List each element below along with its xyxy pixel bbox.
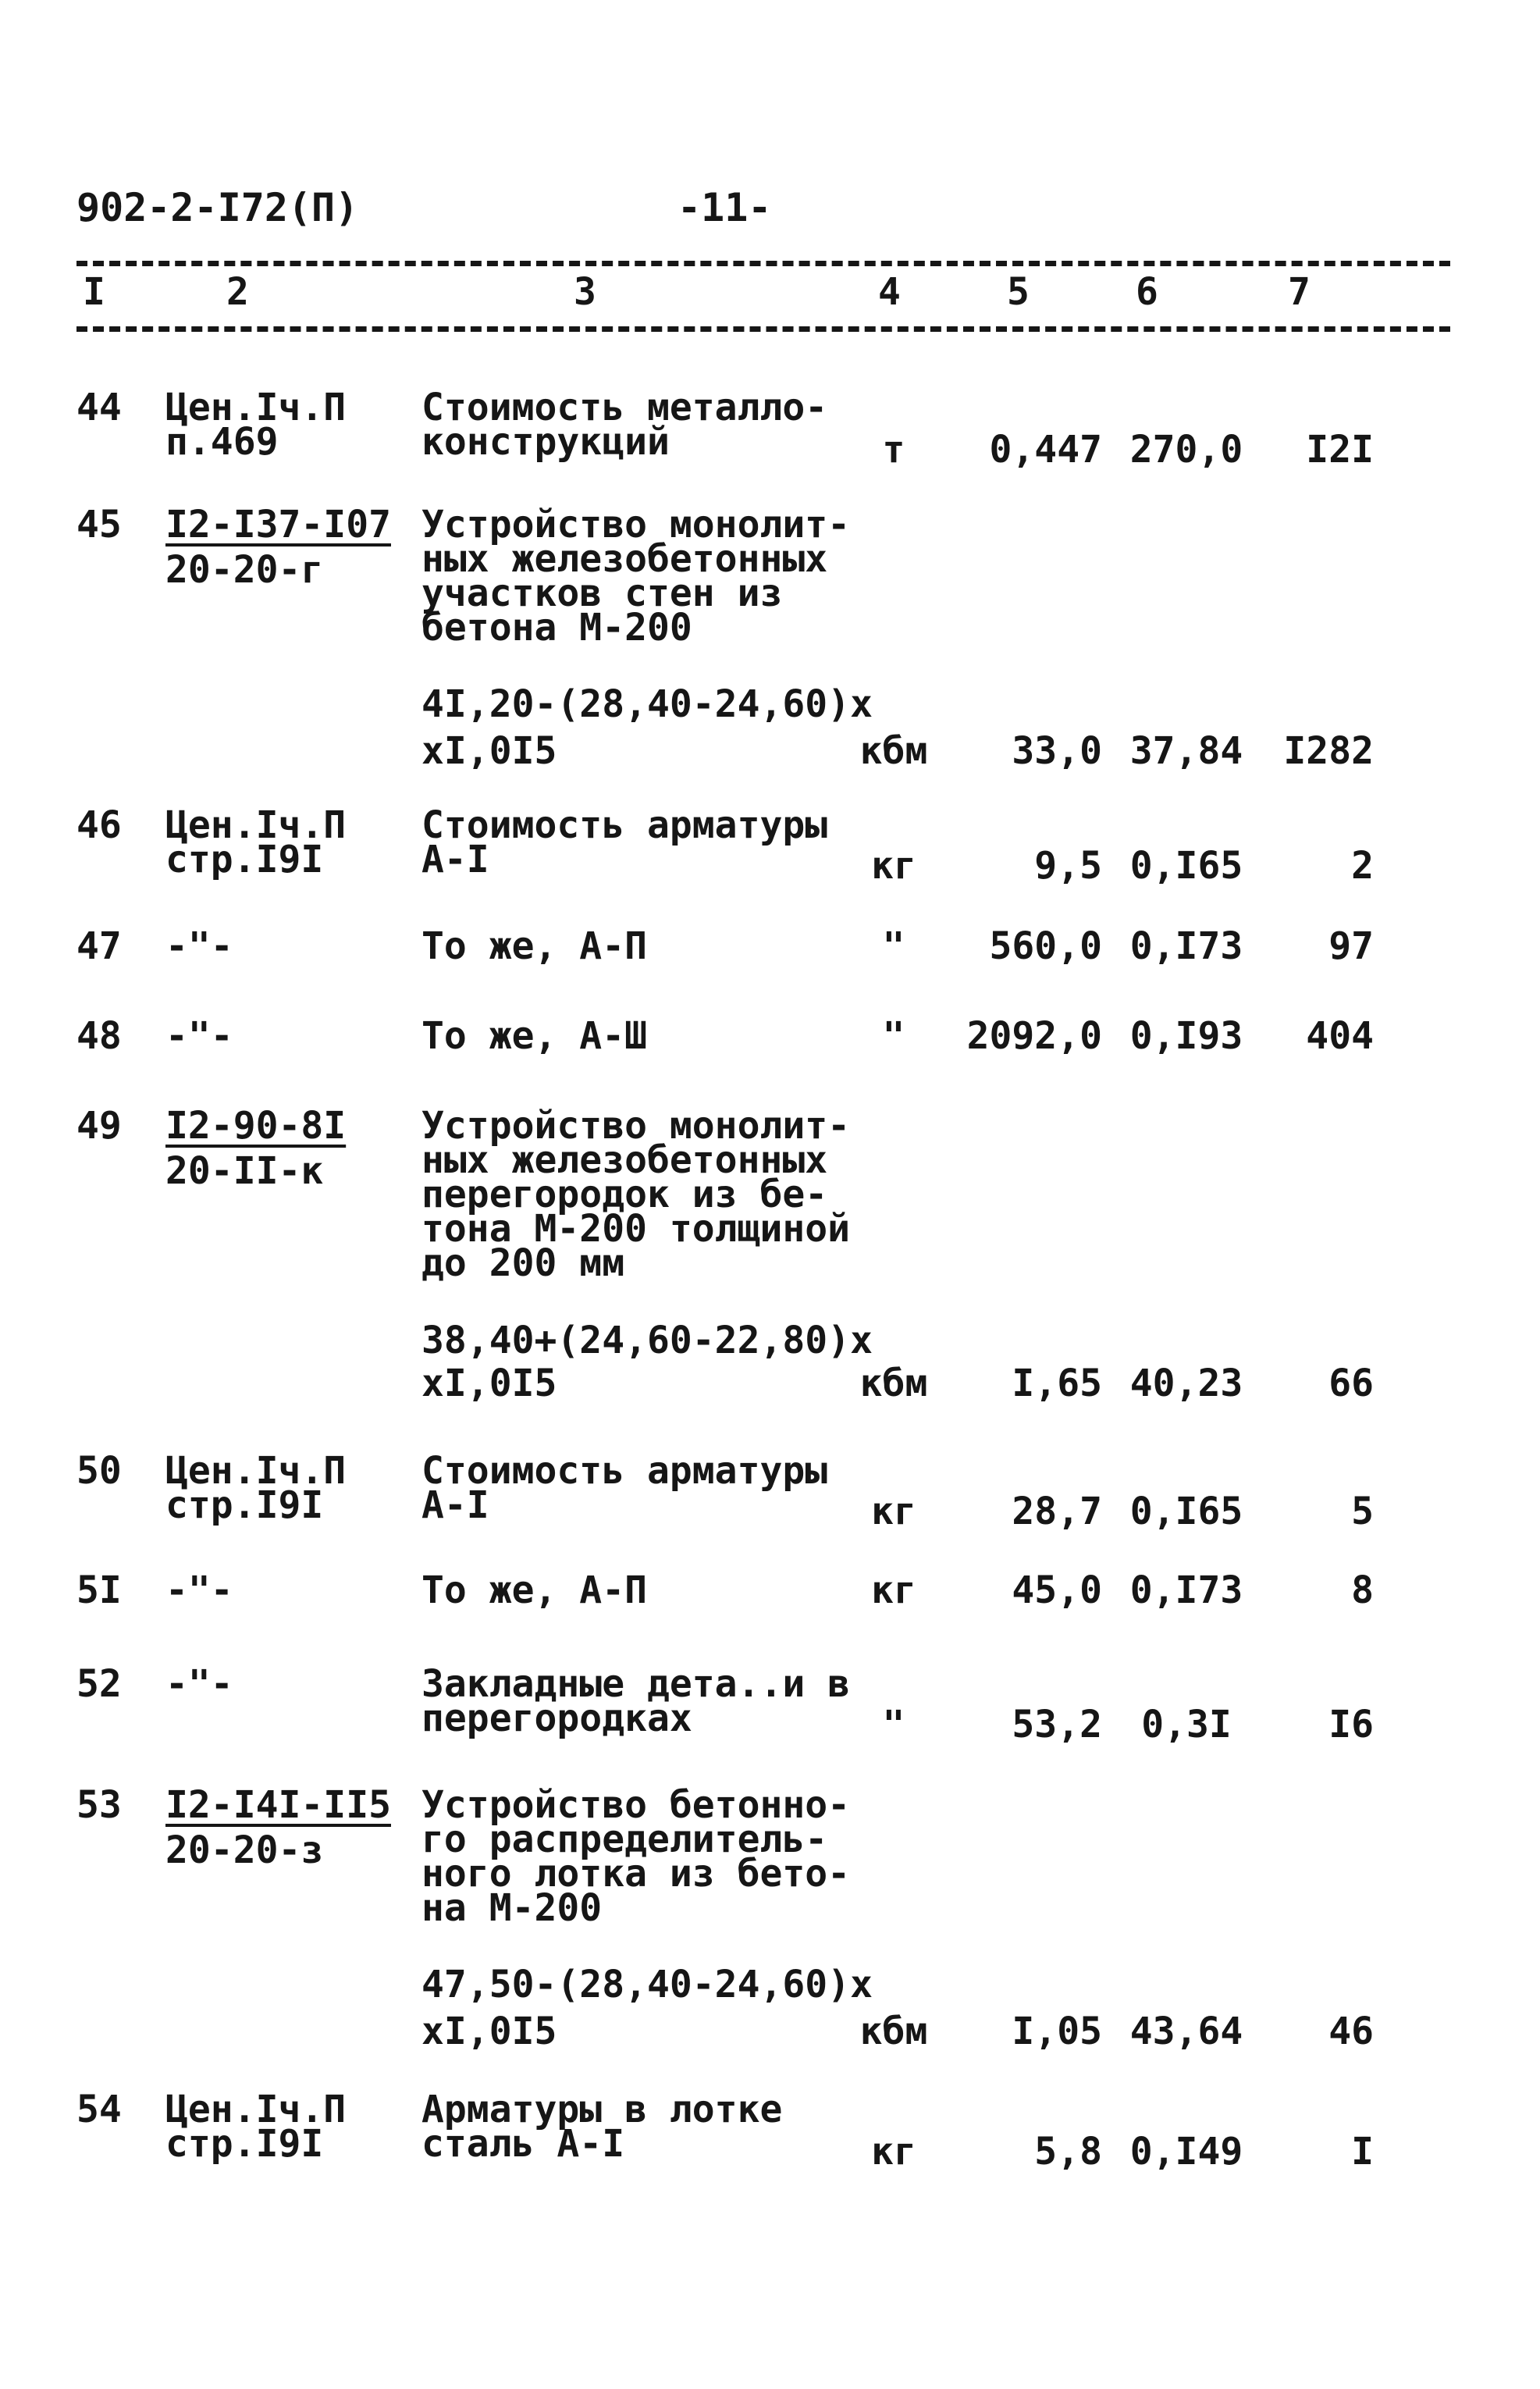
quantity: 45,0 bbox=[1012, 1568, 1102, 1612]
unit-of-measure: кг bbox=[871, 1568, 916, 1612]
column-header-3: 3 bbox=[574, 270, 596, 314]
rate-reference-top: -"- bbox=[165, 1662, 233, 1706]
total-cost: I2I bbox=[1306, 428, 1374, 472]
unit-price: 0,I73 bbox=[1129, 1568, 1243, 1612]
rate-reference-bottom: 20-20-з bbox=[165, 1828, 324, 1872]
row-number: 52 bbox=[76, 1662, 122, 1706]
quantity: 53,2 bbox=[1012, 1703, 1102, 1746]
work-description: То же, А-П bbox=[421, 1568, 647, 1612]
rate-reference bbox=[165, 1662, 233, 1706]
rate-reference-top: Цен.Iч.П bbox=[165, 803, 347, 847]
unit-of-measure: кбм bbox=[859, 1362, 928, 1405]
rate-reference-top: Цен.Iч.П bbox=[165, 386, 347, 429]
volume-formula-line1: 47,50-(28,40-24,60)x bbox=[421, 1963, 873, 2006]
rate-reference-top: Цен.Iч.П bbox=[165, 2088, 347, 2131]
total-cost: 404 bbox=[1306, 1014, 1374, 1058]
row-number: 5I bbox=[76, 1568, 122, 1612]
row-number: 54 bbox=[76, 2088, 122, 2131]
work-description: То же, А-П bbox=[421, 924, 647, 968]
work-description: Устройство монолит- ных железобетонных участков стен из бетона М-200 bbox=[421, 503, 851, 650]
column-header-6: 6 bbox=[1136, 270, 1158, 314]
unit-price: 0,I93 bbox=[1129, 1014, 1243, 1058]
work-description: Устройство бетонно- го распределитель- ного лотка из бето- на М-200 bbox=[421, 1783, 851, 1930]
quantity: 560,0 bbox=[989, 924, 1102, 968]
total-cost: I6 bbox=[1328, 1703, 1374, 1746]
unit-price: 0,I49 bbox=[1129, 2130, 1243, 2174]
row-number: 47 bbox=[76, 924, 122, 968]
unit-price: 43,64 bbox=[1129, 2010, 1243, 2053]
rate-reference-bottom: стр.I9I bbox=[165, 1483, 324, 1527]
work-description: Стоимость арматуры А-I bbox=[421, 1449, 828, 1527]
rate-reference-bottom: стр.I9I bbox=[165, 838, 324, 881]
row-number: 50 bbox=[76, 1449, 122, 1493]
rate-reference bbox=[165, 1449, 347, 1527]
row-number: 46 bbox=[76, 803, 122, 847]
unit-price: 0,I65 bbox=[1129, 1490, 1243, 1533]
volume-formula-line1: 38,40+(24,60-22,80)x bbox=[421, 1319, 873, 1362]
column-header-5: 5 bbox=[1007, 270, 1030, 314]
rate-reference bbox=[165, 803, 347, 881]
quantity: 0,447 bbox=[989, 428, 1102, 472]
rate-reference-top: I2-I4I-II5 bbox=[165, 1783, 391, 1827]
rate-reference-top: -"- bbox=[165, 924, 233, 968]
rate-reference bbox=[165, 1568, 233, 1612]
work-description: Арматуры в лотке сталь А-I bbox=[421, 2088, 783, 2166]
rate-reference-bottom: п.469 bbox=[165, 420, 279, 464]
quantity: 5,8 bbox=[1034, 2130, 1102, 2174]
unit-of-measure: " bbox=[882, 1703, 905, 1746]
column-header-2: 2 bbox=[226, 270, 249, 314]
unit-price: 270,0 bbox=[1129, 428, 1243, 472]
rate-reference bbox=[165, 1014, 233, 1058]
rate-reference-bottom: 20-20-г bbox=[165, 548, 324, 592]
document-code: 902-2-I72(П) bbox=[76, 185, 359, 230]
unit-of-measure: кг bbox=[871, 1490, 916, 1533]
work-description: Закладные дета..и в перегородках bbox=[421, 1662, 851, 1740]
header-divider-bottom bbox=[76, 326, 1450, 332]
quantity: 28,7 bbox=[1012, 1490, 1102, 1533]
column-header-1: I bbox=[83, 270, 105, 314]
rate-reference-bottom: 20-II-к bbox=[165, 1149, 324, 1193]
unit-of-measure: кг bbox=[871, 844, 916, 888]
header-divider-top bbox=[76, 261, 1450, 266]
volume-formula-line1: 4I,20-(28,40-24,60)x bbox=[421, 682, 873, 726]
total-cost: 66 bbox=[1328, 1362, 1374, 1405]
column-header-7: 7 bbox=[1288, 270, 1311, 314]
rate-reference bbox=[165, 924, 233, 968]
work-description: Стоимость арматуры А-I bbox=[421, 803, 828, 881]
row-number: 53 bbox=[76, 1783, 122, 1827]
column-header-4: 4 bbox=[878, 270, 901, 314]
total-cost: I282 bbox=[1283, 729, 1374, 773]
quantity: 9,5 bbox=[1034, 844, 1102, 888]
rate-reference-top: -"- bbox=[165, 1014, 233, 1058]
rate-reference bbox=[165, 386, 347, 464]
rate-reference bbox=[165, 1783, 391, 1872]
unit-price: 37,84 bbox=[1129, 729, 1243, 773]
unit-of-measure: т bbox=[882, 428, 905, 472]
unit-of-measure: кбм bbox=[859, 2010, 928, 2053]
volume-formula-line2: xI,0I5 bbox=[421, 1362, 557, 1405]
rate-reference bbox=[165, 1104, 347, 1193]
rate-reference-bottom: стр.I9I bbox=[165, 2122, 324, 2166]
total-cost: 2 bbox=[1351, 844, 1374, 888]
unit-price: 40,23 bbox=[1129, 1362, 1243, 1405]
unit-price: 0,I73 bbox=[1129, 924, 1243, 968]
row-number: 44 bbox=[76, 386, 122, 429]
unit-of-measure: " bbox=[882, 924, 905, 968]
unit-price: 0,3I bbox=[1141, 1703, 1232, 1746]
total-cost: 46 bbox=[1328, 2010, 1374, 2053]
row-number: 45 bbox=[76, 503, 122, 547]
total-cost: 5 bbox=[1351, 1490, 1374, 1533]
total-cost: 97 bbox=[1328, 924, 1374, 968]
unit-of-measure: " bbox=[882, 1014, 905, 1058]
page-number: -11- bbox=[678, 185, 772, 230]
quantity: 33,0 bbox=[1012, 729, 1102, 773]
volume-formula-line2: xI,0I5 bbox=[421, 2010, 557, 2053]
rate-reference-top: I2-90-8I bbox=[165, 1104, 347, 1148]
work-description: То же, А-Ш bbox=[421, 1014, 647, 1058]
rate-reference bbox=[165, 503, 391, 592]
rate-reference-top: I2-I37-I07 bbox=[165, 503, 391, 547]
rate-reference bbox=[165, 2088, 347, 2166]
total-cost: I bbox=[1351, 2130, 1374, 2174]
volume-formula-line2: xI,0I5 bbox=[421, 729, 557, 773]
total-cost: 8 bbox=[1351, 1568, 1374, 1612]
work-description: Стоимость металло- конструкций bbox=[421, 386, 828, 464]
unit-of-measure: кг bbox=[871, 2130, 916, 2174]
work-description: Устройство монолит- ных железобетонных перегородок из бе- тона М-200 толщиной до 200 мм bbox=[421, 1104, 851, 1285]
unit-of-measure: кбм bbox=[859, 729, 928, 773]
rate-reference-top: -"- bbox=[165, 1568, 233, 1612]
row-number: 48 bbox=[76, 1014, 122, 1058]
row-number: 49 bbox=[76, 1104, 122, 1148]
quantity: I,65 bbox=[1012, 1362, 1102, 1405]
unit-price: 0,I65 bbox=[1129, 844, 1243, 888]
rate-reference-top: Цен.Iч.П bbox=[165, 1449, 347, 1493]
quantity: I,05 bbox=[1012, 2010, 1102, 2053]
quantity: 2092,0 bbox=[966, 1014, 1102, 1058]
